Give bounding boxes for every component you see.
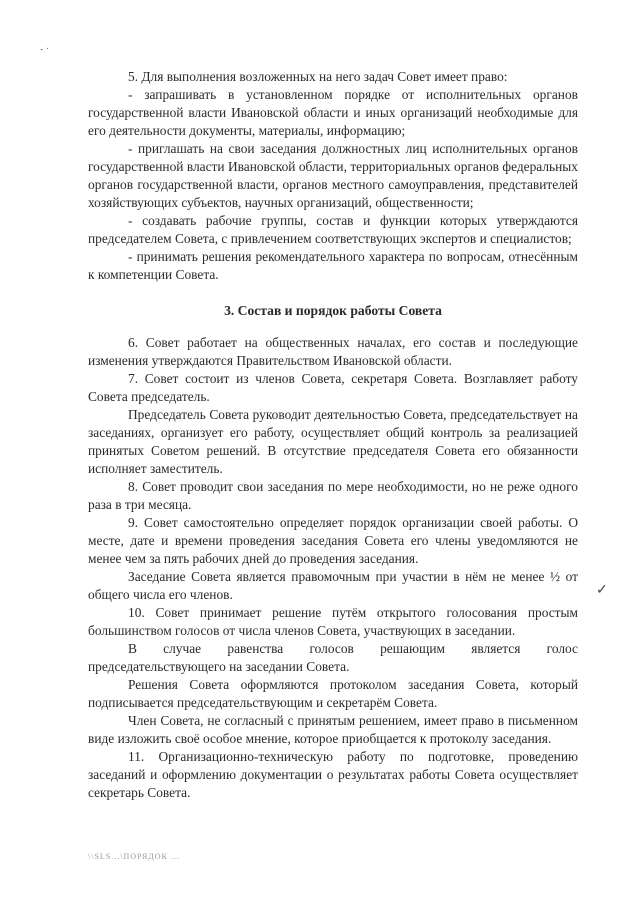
section5-item-2: - приглашать на свои заседания должностных лиц исполнительных органов государственной власти Ивановской области, территориальных органов федеральных органов государственной власти, органов местного самоуправления, представителей хозяйствующих субъектов, научных организаций, общественности; xyxy=(88,141,578,210)
file-path-footer: \\SLS...\ПОРЯДОК ... xyxy=(88,852,180,861)
section5-item-3: - создавать рабочие группы, состав и функции которых утверждаются председателем Совета, с привлечением соответствующих экспертов и специалистов; xyxy=(88,213,578,246)
margin-check-mark: ✓ xyxy=(596,583,608,598)
section5-intro: 5. Для выполнения возложенных на него задач Совет имеет право: xyxy=(128,69,508,84)
paragraph-tie-vote: В случае равенства голосов решающим является голос председательствующего на заседании Совета. xyxy=(88,641,578,674)
paragraph-6: 6. Совет работает на общественных началах, его состав и последующие изменения утверждаются Правительством Ивановской области. xyxy=(88,335,578,368)
section-heading: 3. Состав и порядок работы Совета xyxy=(224,303,442,318)
paragraph-protocol: Решения Совета оформляются протоколом заседания Совета, который подписывается председательствующим и секретарём Совета. xyxy=(88,677,578,710)
paragraph-9: 9. Совет самостоятельно определяет порядок организации своей работы. О месте, дате и времени проведения заседания Совета его члены уведомляются не менее чем за пять рабочих дней до проведения заседания. xyxy=(88,515,578,566)
paragraph-8: 8. Совет проводит свои заседания по мере необходимости, но не реже одного раза в три месяца. xyxy=(88,479,578,512)
paragraph-7: 7. Совет состоит из членов Совета, секретаря Совета. Возглавляет работу Совета председатель. xyxy=(88,371,578,404)
paragraph-dissent: Член Совета, не согласный с принятым решением, имеет право в письменном виде изложить своё особое мнение, которое приобщается к протоколу заседания. xyxy=(88,713,578,746)
paragraph-11: 11. Организационно-техническую работу по подготовке, проведению заседаний и оформлению документации о результатах работы Совета осуществляет секретарь Совета. xyxy=(88,749,578,800)
paragraph-quorum: Заседание Совета является правомочным при участии в нём не менее ½ от общего числа его членов. xyxy=(88,569,578,602)
section5-item-1: - запрашивать в установленном порядке от исполнительных органов государственной власти Ивановской области и иных организаций необходимые для его деятельности документы, материалы, информацию; xyxy=(88,87,578,138)
document-body xyxy=(88,68,578,802)
paragraph-10: 10. Совет принимает решение путём открытого голосования простым большинством голосов от числа членов Совета, участвующих в заседании. xyxy=(88,605,578,638)
section5-item-4: - принимать решения рекомендательного характера по вопросам, отнесённым к компетенции Совета. xyxy=(88,249,578,282)
paragraph-chairman: Председатель Совета руководит деятельностью Совета, председательствует на заседаниях, организует его работу, осуществляет общий контроль за реализацией принятых Советом решений. В отсутствие председателя Совета его обязанности исполняет заместитель. xyxy=(88,407,578,476)
scan-corner-mark: - · xyxy=(40,44,50,55)
